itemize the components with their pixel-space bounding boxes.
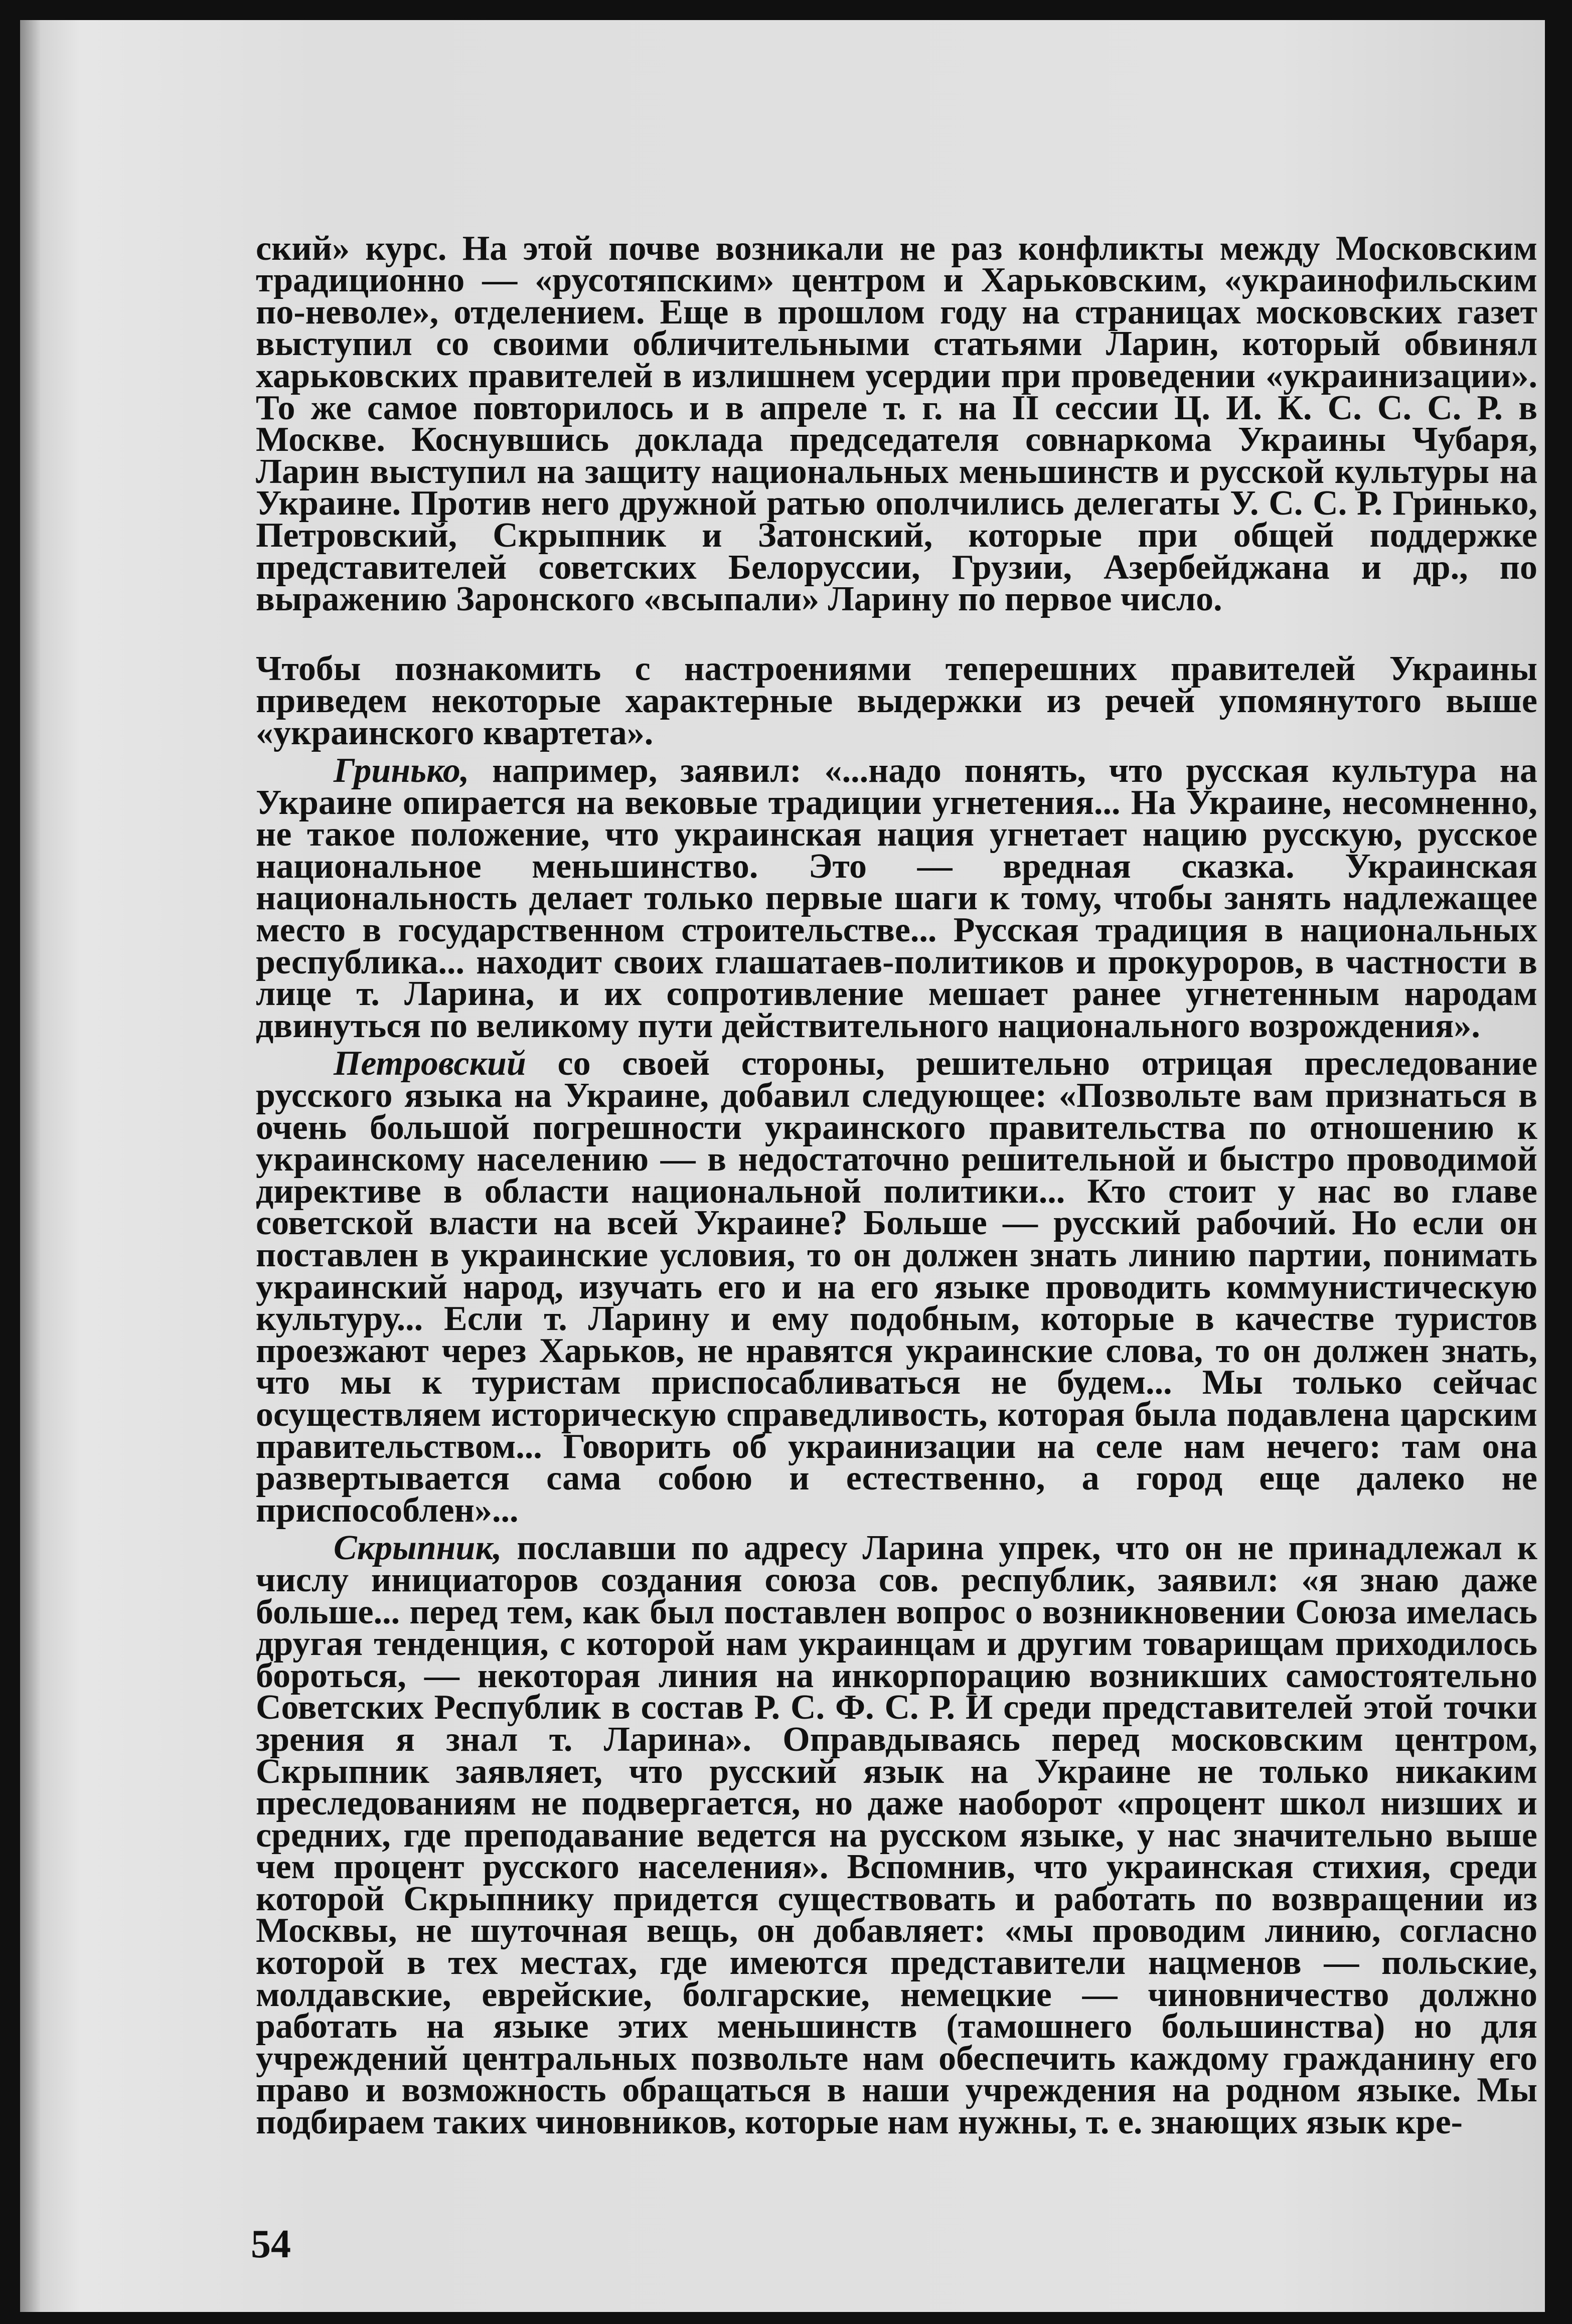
paragraph-1-text: ский» курс. На этой почве возникали не раз конфликты между Московским традиционно — «русотяпским» центром и Харьковским, «украинофильским по-неволе», отделением. Еще в прошлом году на страницах московских газет выступил со своими обличительными статьями Ларин, который обвинял харьковских правителей в излишнем усердии при проведении «украинизации». То же самое повторилось и в апреле т. г. на II сессии Ц. И. К. С. С. С. Р. в Москве. Коснувшись доклада председателя совнаркома Украины Чубаря, Ларин выступил на защиту национальных меньшинств и русской культуры на Украине. Против него дружной ратью ополчились делегаты У. С. С. Р. Гринько, Петровский, Скрыпник и Затонский, которые при общей поддержке представителей советских Белоруссии, Грузии, Азербейджана и др., по выражению Заронского «всыпали» Ларину по первое число.: [256, 229, 1537, 619]
binding-shadow: [20, 20, 40, 2312]
paragraph-5: [256, 1529, 1537, 2142]
paragraph-5-text: пославши по адресу Ларина упрек, что он не принадлежал к числу инициаторов создания союза сов. республик, заявил: «я знаю даже больше... перед тем, как был поставлен вопрос о возникновении Союза имелась другая тенденция, с которой нам украинцам и другим товарищам приходилось бороться, — некоторая линия на инкорпорацию возникших самостоятельно Советских Республик в состав Р. С. Ф. С. Р. И среди представителей этой точки зрения я знал т. Ларина». Оправдываясь перед московским центром, Скрыпник заявляет, что русский язык на Украине не только никаким преследованиям не подвергается, но даже наоборот «процент школ низших и средних, где преподавание ведется на русском языке, у нас значительно выше чем процент русского населения». Вспомнив, что украинская стихия, среди которой Скрыпнику придется существовать и работать по возвращении из Москвы, не шуточная вещь, он добавляет: «мы проводим линию, согласно которой в тех местах, где имеются представители нацменов — польские, молдавские, еврейские, болгарские, немецкие — чиновничество должно работать на языке этих меньшинств (тамошнего большинства) но для учреждений центральных позвольте нам обеспечить каждому гражданину его право и возможность обращаться в наши учреждения на родном языке. Мы подбираем таких чиновников, которые нам нужны, т. е. знающих язык кре-: [256, 1529, 1537, 2142]
paragraph-4-lead: Петровский: [334, 1044, 526, 1083]
page-number: 54: [251, 2222, 291, 2266]
scanned-page: [20, 20, 1545, 2312]
paragraph-3-lead: Гринько,: [334, 751, 469, 790]
paragraph-5-lead: Скрыпник,: [334, 1529, 502, 1568]
paragraph-4: [256, 1044, 1537, 1530]
paragraph-3-text: например, заявил: «...надо понять, что русская культура на Украине опирается на вековые традиции угнетения... На Украине, несомненно, не такое положение, что украинская нация угнетает нацию русскую, русское национальное меньшинство. Это — вредная сказка. Украинская национальность делает только первые шаги к тому, чтобы занять надлежащее место в государственном строительстве... Русская традиция в национальных республика... находит своих глашатаев-политиков и прокуроров, в частности в лице т. Ларина, и их сопротивление мешает ранее угнетенным народам двинуться по великому пути действительного национального возрождения».: [256, 751, 1537, 1045]
paragraph-2-text: Чтобы познакомить с настроениями теперешних правителей Украины приведем некоторые характерные выдержки из речей упомянутого выше «украинского квартета».: [256, 649, 1537, 752]
paragraph-2: [256, 621, 1537, 752]
paragraph-3: [256, 751, 1537, 1045]
body-text: [256, 201, 1537, 2142]
paragraph-1: [256, 201, 1537, 619]
paragraph-4-text: со своей стороны, решительно отрицая преследование русского языка на Украине, добавил следующее: «Позвольте вам признаться в очень большой погрешности украинского правительства по отношению к украинскому населению — в недостаточно решительной и быстро проводимой директиве в области национальной политики... Кто стоит у нас во главе советской власти на всей Украине? Больше — русский рабочий. Но если он поставлен в украинские условия, то он должен знать линию партии, понимать украинский народ, изучать его и на его языке проводить коммунистическую культуру... Если т. Ларину и ему подобным, которые в качестве туристов проезжают через Харьков, не нравятся украинские слова, то он должен знать, что мы к туристам приспосабливаться не будем... Мы только сейчас осуществляем историческую справедливость, которая была подавлена царским правительством... Говорить об украинизации на селе нам нечего: там она развертывается сама собою и естественно, а город еще далеко не приспособлен»...: [256, 1044, 1537, 1530]
